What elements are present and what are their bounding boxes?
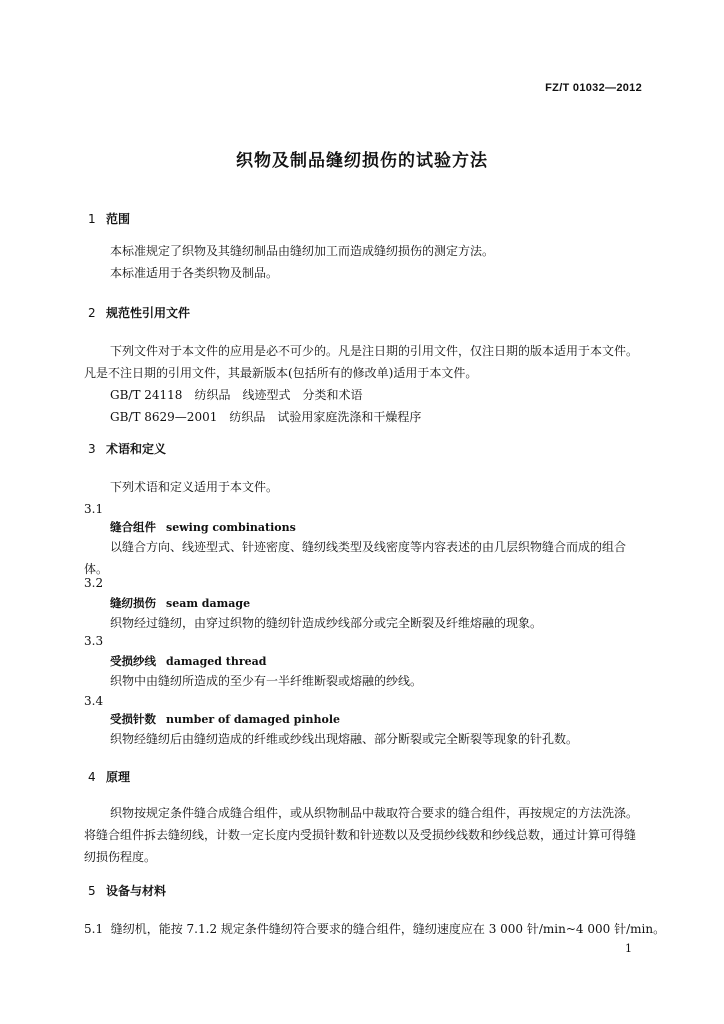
term-zh: 缝纫损伤 (110, 596, 156, 610)
reference-gbt-24118: GB/T 24118 纺织品 线迹型式 分类和术语 (110, 388, 363, 402)
clause-number: 5.1 (84, 922, 104, 936)
section-title: 术语和定义 (106, 442, 167, 456)
standard-code: FZ/T 01032—2012 (545, 82, 642, 94)
section-number: 1 (88, 212, 96, 226)
section-3-intro: 下列术语和定义适用于本文件。 (110, 480, 279, 494)
term-zh: 受损针数 (110, 712, 156, 726)
term-number: 3.3 (84, 634, 104, 648)
section-number: 2 (88, 306, 96, 320)
term-number: 3.4 (84, 694, 104, 708)
section-number: 3 (88, 442, 96, 456)
section-2-para-1: 下列文件对于本文件的应用是必不可少的。凡是注日期的引用文件，仅注日期的版本适用于本文件。凡是不注日期的引用文件，其最新版本(包括所有的修改单)适用于本文件。 (84, 344, 639, 380)
term-zh: 受损纱线 (110, 654, 156, 668)
section-4-heading (88, 768, 130, 785)
term-en: number of damaged pinhole (166, 713, 341, 726)
term-definition: 织物经缝纫后由缝纫造成的纤维或纱线出现熔融、部分断裂或完全断裂等现象的针孔数。 (110, 732, 579, 746)
term-en: damaged thread (166, 655, 267, 668)
term-en: seam damage (166, 597, 251, 610)
section-4-para-1: 织物按规定条件缝合成缝合组件，或从织物制品中裁取符合要求的缝合组件，再按规定的方法洗涤。将缝合组件拆去缝纫线，计数一定长度内受损针数和针迹数以及受损纱线数和纱线总数，通过计算可得缝纫损伤程度。 (84, 806, 639, 864)
page-number: 1 (625, 942, 632, 955)
section-title: 范围 (106, 212, 131, 226)
section-title: 设备与材料 (106, 884, 167, 898)
term-definition: 织物经过缝纫，由穿过织物的缝纫针造成纱线部分或完全断裂及纤维熔融的现象。 (110, 616, 543, 630)
section-number: 4 (88, 770, 96, 784)
section-title: 原理 (106, 770, 131, 784)
term-number: 3.1 (84, 502, 104, 516)
term-zh: 缝合组件 (110, 520, 156, 534)
section-title: 规范性引用文件 (106, 306, 191, 320)
term-definition: 以缝合方向、线迹型式、针迹密度、缝纫线类型及线密度等内容表述的由几层织物缝合而成的组合体。 (84, 540, 627, 576)
section-2-heading (88, 304, 190, 321)
clause-text: 缝纫机，能按 7.1.2 规定条件缝纫符合要求的缝合组件，缝纫速度应在 3 000 针/min~4 000 针/min。 (110, 922, 666, 936)
section-1-heading (88, 210, 130, 227)
term-definition: 织物中由缝纫所造成的至少有一半纤维断裂或熔融的纱线。 (110, 674, 423, 688)
document-title: 织物及制品缝纫损伤的试验方法 (236, 151, 488, 171)
section-3-heading (88, 440, 166, 457)
reference-gbt-8629: GB/T 8629—2001 纺织品 试验用家庭洗涤和干燥程序 (110, 410, 422, 424)
term-en: sewing combinations (166, 521, 296, 534)
section-number: 5 (88, 884, 96, 898)
section-5-heading (88, 882, 166, 899)
section-1-para-1: 本标准规定了织物及其缝纫制品由缝纫加工而造成缝纫损伤的测定方法。 (110, 244, 495, 258)
section-1-para-2: 本标准适用于各类织物及制品。 (110, 266, 279, 280)
clause-5-1 (84, 918, 665, 940)
term-number: 3.2 (84, 576, 104, 590)
